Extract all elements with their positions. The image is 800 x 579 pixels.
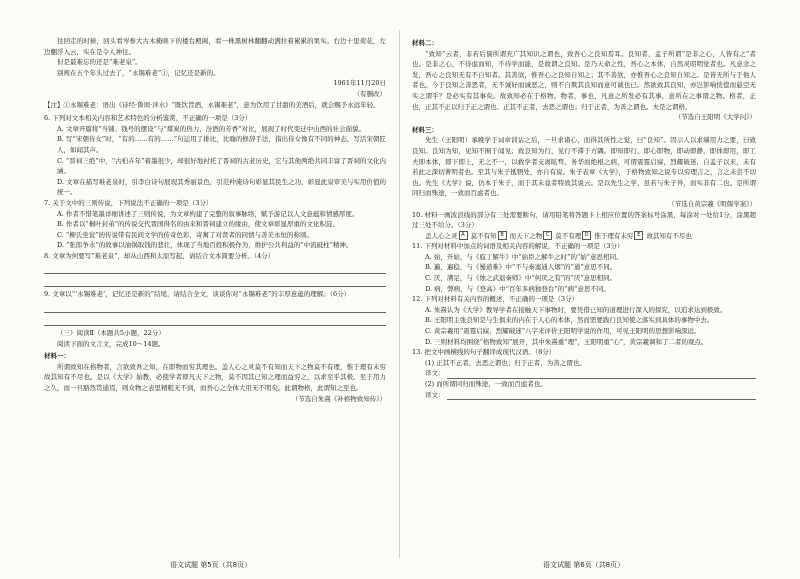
question-13: 13. 把文中画横线的句子翻译成现代汉语。（8分） <box>412 348 556 357</box>
translation-label: 译文： <box>425 390 445 399</box>
option-12b: B. 王阳明主张良知是与生俱来的内在于人心的本体，然而需要践行良知使之落实到具体的事物中去。 <box>425 316 714 325</box>
paragraph: 别规在五个年头过去了，“永锡难老”①，记忆还是新的。 <box>57 68 220 77</box>
material-3-text: 先生（王阳明）承晚学于词章训诂之后，一旦求诸心，而得其所性之觉，曰“良知”。因示人以求端用力之要，曰致良知。良知为知，见知不囿于闻见；致良知为行，见行不滞于方隅。即知即行，即心即物，即动即静，即体即用，即工夫即本体，即下即上，无之不一，以救学者支离眩骛、务华而绝根之病，可谓震霆启寐，烈耀破迷，自孟子以来，未有若此之深切著明者也。至其与朱子抵牾处，亦自有说。朱子表章《大学》，于格物致知之说专以穷理言之，言之未尝不切也。先生《大学》说，仍本于朱子，而于其未竟者特致其说云。是以先生之学，虽若与朱子异，而实非有二也。是所谓同归而殊途，一致而百虑者也。 <box>412 136 756 198</box>
translation-line[interactable] <box>447 370 757 379</box>
paragraph: 往回走的时候，回头看岑参大古木掩映下的楼台殿阁，看一株黑树林翻翻动满拉着累累的果实。右边十里荷花，左边翻浮入云，实在是令人神往。 <box>44 37 386 56</box>
page-divider <box>399 30 400 558</box>
choice-box-d[interactable]: D <box>582 231 591 240</box>
clause: 惟于理有未穷 <box>594 231 634 240</box>
article-date: 1961年11月20日 <box>333 79 386 88</box>
material-1-title: 材料一： <box>44 352 70 361</box>
option-6b: B. 写“宋朝侍女”时，“有的……有的……”句运用了排比，比喻的修辞手法，指出侍女像有不同的神态，写活宋朝匠人，如闻其声。 <box>57 135 386 154</box>
page-footer-right: 语文试题 第6页（共8页） <box>543 561 625 569</box>
question-8: 8. 文章为何要写“难老泉”，却从山西和太原写起，请结合文本简要分析。（4分） <box>44 251 275 260</box>
option-6d: D. 文章在描写难老泉时，引李白诗句展现其秀丽景色，引范仲淹诗句彰显其民生之功，彰显此泉审美与实用价值的统一。 <box>57 177 386 197</box>
material-2-title: 材料二： <box>412 39 438 47</box>
sentence-2: (2) 而所谓同归而殊途，一致而百虑者也。 <box>425 380 547 388</box>
question-12: 12. 下列对材料有关内容的概述，不正确的一项是（3分） <box>412 295 579 304</box>
paragraph: 但是最难忘的还是“难老泉”。 <box>57 58 142 67</box>
answer-line[interactable] <box>44 315 386 326</box>
question-7: 7. 关于文中的三则传说，下列说法不正确的一项是（3分） <box>44 198 213 207</box>
clause: 莫不有理 <box>555 231 582 240</box>
option-11b: B. 遍，遍稳，与《蜀道难》中“不与秦塞通人烟”的“通”意思不同。 <box>425 263 617 272</box>
option-7b: B. 作者以“桐叶封弟”的传说交代晋国得名的由来和晋祠建立的缘由，使文章彰显厚重的文化积淀。 <box>57 220 340 229</box>
page-6-column <box>412 36 756 400</box>
footnote: 【注】①永锡难老：语出《诗经·鲁颂·泮水》“既饮旨酒，永锡难老”，意为饮用了甘甜的美酒后，就会赐予永远年轻。 <box>44 100 380 109</box>
translation-line[interactable] <box>447 391 757 400</box>
option-6c: C. “晋祠三绝”中，“古柏卉年”着墨很少，却很好地衬托了晋祠的古老历史，它与其他两绝共同丰富了晋祠的文化内涵。 <box>57 156 386 176</box>
option-7d: D. “张郎争水”的故事以油锅取钱的悲壮，体现了当地百姓积极作为，维护公共利益的“中流砥柱”精神。 <box>57 241 353 250</box>
section-instructions: 阅读下面的文言文，完成10～14题。 <box>57 339 165 348</box>
choice-box-a[interactable]: A <box>459 231 468 240</box>
answer-line[interactable] <box>44 276 386 287</box>
clause: 故其知有不尽也 <box>646 231 692 240</box>
article-source: （有删改） <box>353 89 386 98</box>
option-12d: D. 三则材料均围绕“格物致知”展开，其中朱熹重“理”，王阳明重“心”，黄宗羲调和了二者的观点。 <box>425 337 708 346</box>
clause: 而天下之物 <box>509 231 543 240</box>
answer-line[interactable] <box>44 302 386 313</box>
option-11c: C. 厌，满足，与《烛之武退秦师》中“何厌之有”的“厌”意思相同。 <box>425 274 617 283</box>
option-11d: D. 病，弊病，与《登高》中“百年多病独登台”的“病”意思不同。 <box>425 284 610 293</box>
material-2-source: （节选自王阳明《大学问》） <box>674 113 756 122</box>
material-3-title: 材料三： <box>412 125 438 134</box>
material-1-source: （节选自朱熹《补格物致知传》） <box>291 394 386 403</box>
punctuation-answer-row <box>425 231 756 242</box>
page-footer-left: 语文试题 第5页（共8页） <box>170 561 252 569</box>
choice-box-c[interactable]: C <box>543 231 552 240</box>
option-7c: C. “柳氏坐瓮”的传说带有民间文学的传奇色彩，寄寓了对贤者的同情与善美永恒的称颂。 <box>57 230 314 239</box>
translation-label: 译文： <box>425 369 445 378</box>
translation-2-row[interactable] <box>425 390 756 401</box>
option-6a: A. 文章开篇将“当铺、钱号的摆设”与“煤炭的热力、汾酒的芳香”对比，展现了时代变迁中山西的社会面貌。 <box>57 124 366 133</box>
question-9: 9. 文章以“‘永锡难老’，记忆还是新的”结尾，请结合全文，谈谈你对“永锡难老”的丰厚意蕴的理解。（6分） <box>44 290 351 299</box>
option-12c: C. 黄宗羲用“震霆启寐，烈耀破迷”八字来评价王阳明学说的作用，可见王阳明的思想影响深远。 <box>425 327 701 336</box>
material-3-source: （节选自黄宗羲《明儒学案》） <box>668 199 756 208</box>
choice-box-b[interactable]: B <box>498 231 507 240</box>
question-10: 10. 材料一画波浪线的部分有三处需要断句，请用铅笔将答题卡上相应位置的答案标号涂黑，每涂对一处给1分，涂黑超过三处不给分。（3分） <box>412 210 756 230</box>
clause: 盖人心之灵 <box>425 231 458 240</box>
answer-line[interactable] <box>44 263 386 274</box>
sentence-1: (1) 正其不正者，去恶之谓也；归于正者，为善之谓也。 <box>425 358 586 367</box>
option-11a: A. 始，开始，与《庖丁解牛》中“始臣之解牛之时”的“始”意思相同。 <box>425 252 623 261</box>
choice-box-e[interactable]: E <box>634 231 643 240</box>
option-7a: A. 作者不惜笔墨详细讲述了三则传说，为文章构建了完整的叙事脉络，赋予游记以人文意蕴和情感厚度。 <box>57 209 359 218</box>
option-12a: A. 朱熹认为《大学》教导学者在接触天下事物时，要凭借已知的道理进行深入的探究，以追求达到极致。 <box>425 305 727 314</box>
material-2-text: “致知”云者，非若后儒所谓充广其知识之谓也，致吾心之良知焉耳。良知者，孟子所谓“是非之心，人皆有之”者也。是非之心，不待虑而知，不待学而能，是故谓之良知。是乃天命之性，吾心之本体，自然灵昭明觉者也。凡意念之发，吾心之良知无有不自知者。其善欤，惟吾心之良知自知之；其不善欤，亦惟吾心之良知自知之。是皆无所与于他人者也。今于良知之善恶者，无不诚好而诚恶之，则不自欺其良知而意可诚也已。然欲致其良知，亦岂影响恍惚而悬空无实之谓乎？是必实有其事矣。故致知必在于格物。物者，事也，凡意之所发必有其事，意所在之事谓之物。格者，正也，正其不正以归于正之谓也。正其不正者，去恶之谓也；归于正者，为善之谓也。夫是之谓格。 <box>412 49 756 111</box>
section-heading: （三）阅读Ⅱ（本题共5小题，22分） <box>57 329 165 338</box>
question-6: 6. 下列对文本相关内容和艺术特色的分析鉴赏，不正确的一项是（3分） <box>44 114 252 123</box>
page-5-column <box>44 36 386 404</box>
question-11: 11. 下列对材料中加点的词语及相关内容的解说，不正确的一项是（3分） <box>412 242 624 251</box>
translation-1-row[interactable] <box>425 368 756 379</box>
material-1-text: 所谓致知在格物者，言欲致吾之知，在即物而穷其理也。盖人心之灵莫不有知而天下之物莫不有理，惟于理有未穷故其知有不尽也。是以《大学》始教，必使学者即凡天下之物，莫不因其已知之理而益穷之，以求至乎其极。至于用力之久，而一旦豁然贯通焉，则众物之表里精粗无不到，而吾心之全体大用无不明矣。此谓物格，此谓知之至也。 <box>44 362 386 393</box>
clause: 莫不有知 <box>470 231 497 240</box>
